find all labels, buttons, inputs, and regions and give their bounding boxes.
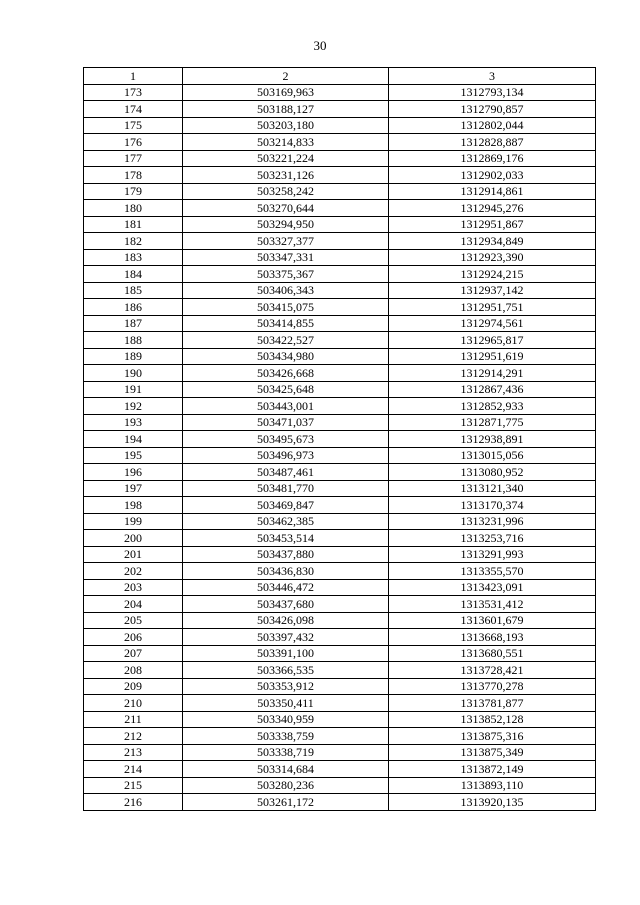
cell-point-number: 210 xyxy=(84,695,183,712)
cell-y-coordinate: 1313875,316 xyxy=(389,728,596,745)
cell-y-coordinate: 1312828,887 xyxy=(389,134,596,151)
cell-y-coordinate: 1313080,952 xyxy=(389,464,596,481)
cell-point-number: 207 xyxy=(84,645,183,662)
page-number: 30 xyxy=(313,38,327,53)
cell-point-number: 208 xyxy=(84,662,183,679)
cell-y-coordinate: 1313852,128 xyxy=(389,711,596,728)
cell-x-coordinate: 503203,180 xyxy=(183,117,389,134)
cell-y-coordinate: 1313231,996 xyxy=(389,513,596,530)
cell-x-coordinate: 503169,963 xyxy=(183,84,389,101)
column-header-point-number: 1 xyxy=(84,68,183,85)
cell-x-coordinate: 503437,880 xyxy=(183,546,389,563)
table-row xyxy=(84,134,596,151)
table-row xyxy=(84,678,596,695)
table-row xyxy=(84,711,596,728)
table-row xyxy=(84,183,596,200)
cell-y-coordinate: 1312902,033 xyxy=(389,167,596,184)
table-row xyxy=(84,84,596,101)
cell-y-coordinate: 1313668,193 xyxy=(389,629,596,646)
cell-x-coordinate: 503481,770 xyxy=(183,480,389,497)
table-row xyxy=(84,233,596,250)
cell-point-number: 173 xyxy=(84,84,183,101)
cell-x-coordinate: 503231,126 xyxy=(183,167,389,184)
cell-y-coordinate: 1313170,374 xyxy=(389,497,596,514)
cell-point-number: 194 xyxy=(84,431,183,448)
cell-x-coordinate: 503280,236 xyxy=(183,777,389,794)
table-row xyxy=(84,596,596,613)
cell-point-number: 186 xyxy=(84,299,183,316)
cell-y-coordinate: 1312951,867 xyxy=(389,216,596,233)
cell-x-coordinate: 503434,980 xyxy=(183,348,389,365)
cell-point-number: 215 xyxy=(84,777,183,794)
cell-point-number: 181 xyxy=(84,216,183,233)
cell-y-coordinate: 1312869,176 xyxy=(389,150,596,167)
cell-point-number: 196 xyxy=(84,464,183,481)
cell-x-coordinate: 503261,172 xyxy=(183,794,389,811)
cell-point-number: 178 xyxy=(84,167,183,184)
cell-point-number: 191 xyxy=(84,381,183,398)
cell-point-number: 213 xyxy=(84,744,183,761)
cell-y-coordinate: 1313531,412 xyxy=(389,596,596,613)
cell-x-coordinate: 503443,001 xyxy=(183,398,389,415)
cell-y-coordinate: 1313253,716 xyxy=(389,530,596,547)
cell-x-coordinate: 503338,759 xyxy=(183,728,389,745)
cell-y-coordinate: 1312938,891 xyxy=(389,431,596,448)
table-row xyxy=(84,332,596,349)
cell-point-number: 200 xyxy=(84,530,183,547)
table-row xyxy=(84,150,596,167)
cell-point-number: 206 xyxy=(84,629,183,646)
cell-y-coordinate: 1312965,817 xyxy=(389,332,596,349)
cell-y-coordinate: 1312923,390 xyxy=(389,249,596,266)
table-row xyxy=(84,497,596,514)
cell-y-coordinate: 1312914,861 xyxy=(389,183,596,200)
cell-point-number: 203 xyxy=(84,579,183,596)
cell-point-number: 174 xyxy=(84,101,183,118)
cell-point-number: 183 xyxy=(84,249,183,266)
cell-x-coordinate: 503496,973 xyxy=(183,447,389,464)
cell-y-coordinate: 1312802,044 xyxy=(389,117,596,134)
cell-x-coordinate: 503414,855 xyxy=(183,315,389,332)
table-row xyxy=(84,513,596,530)
cell-point-number: 182 xyxy=(84,233,183,250)
cell-y-coordinate: 1312937,142 xyxy=(389,282,596,299)
cell-point-number: 190 xyxy=(84,365,183,382)
cell-point-number: 175 xyxy=(84,117,183,134)
cell-point-number: 204 xyxy=(84,596,183,613)
cell-y-coordinate: 1313872,149 xyxy=(389,761,596,778)
table-row xyxy=(84,282,596,299)
cell-x-coordinate: 503314,684 xyxy=(183,761,389,778)
table-row xyxy=(84,662,596,679)
cell-point-number: 179 xyxy=(84,183,183,200)
cell-x-coordinate: 503353,912 xyxy=(183,678,389,695)
cell-x-coordinate: 503397,432 xyxy=(183,629,389,646)
table-row xyxy=(84,480,596,497)
table-row xyxy=(84,167,596,184)
cell-point-number: 209 xyxy=(84,678,183,695)
cell-y-coordinate: 1313121,340 xyxy=(389,480,596,497)
cell-x-coordinate: 503425,648 xyxy=(183,381,389,398)
cell-y-coordinate: 1313770,278 xyxy=(389,678,596,695)
cell-y-coordinate: 1313601,679 xyxy=(389,612,596,629)
cell-x-coordinate: 503406,343 xyxy=(183,282,389,299)
cell-x-coordinate: 503338,719 xyxy=(183,744,389,761)
table-row xyxy=(84,579,596,596)
table-row xyxy=(84,299,596,316)
cell-point-number: 201 xyxy=(84,546,183,563)
table-row xyxy=(84,761,596,778)
cell-x-coordinate: 503347,331 xyxy=(183,249,389,266)
cell-y-coordinate: 1312951,619 xyxy=(389,348,596,365)
cell-y-coordinate: 1312867,436 xyxy=(389,381,596,398)
cell-x-coordinate: 503415,075 xyxy=(183,299,389,316)
table-row xyxy=(84,695,596,712)
cell-x-coordinate: 503469,847 xyxy=(183,497,389,514)
cell-point-number: 198 xyxy=(84,497,183,514)
table-row xyxy=(84,365,596,382)
table-row xyxy=(84,266,596,283)
table-row xyxy=(84,464,596,481)
column-header-x-coordinate: 2 xyxy=(183,68,389,85)
cell-point-number: 205 xyxy=(84,612,183,629)
cell-y-coordinate: 1313355,570 xyxy=(389,563,596,580)
cell-point-number: 195 xyxy=(84,447,183,464)
cell-y-coordinate: 1313728,421 xyxy=(389,662,596,679)
table-row xyxy=(84,744,596,761)
cell-y-coordinate: 1313781,877 xyxy=(389,695,596,712)
cell-x-coordinate: 503294,950 xyxy=(183,216,389,233)
cell-point-number: 212 xyxy=(84,728,183,745)
table-row xyxy=(84,216,596,233)
cell-x-coordinate: 503426,098 xyxy=(183,612,389,629)
cell-point-number: 189 xyxy=(84,348,183,365)
table-row xyxy=(84,728,596,745)
cell-y-coordinate: 1312852,933 xyxy=(389,398,596,415)
cell-x-coordinate: 503391,100 xyxy=(183,645,389,662)
cell-y-coordinate: 1312924,215 xyxy=(389,266,596,283)
cell-point-number: 188 xyxy=(84,332,183,349)
cell-y-coordinate: 1313291,993 xyxy=(389,546,596,563)
cell-point-number: 199 xyxy=(84,513,183,530)
cell-point-number: 192 xyxy=(84,398,183,415)
cell-x-coordinate: 503327,377 xyxy=(183,233,389,250)
table-row xyxy=(84,381,596,398)
cell-x-coordinate: 503188,127 xyxy=(183,101,389,118)
cell-y-coordinate: 1312945,276 xyxy=(389,200,596,217)
cell-y-coordinate: 1312871,775 xyxy=(389,414,596,431)
cell-y-coordinate: 1313893,110 xyxy=(389,777,596,794)
cell-x-coordinate: 503426,668 xyxy=(183,365,389,382)
cell-x-coordinate: 503471,037 xyxy=(183,414,389,431)
table-row xyxy=(84,398,596,415)
table-row xyxy=(84,612,596,629)
table-row xyxy=(84,414,596,431)
cell-y-coordinate: 1312934,849 xyxy=(389,233,596,250)
cell-point-number: 211 xyxy=(84,711,183,728)
cell-y-coordinate: 1312790,857 xyxy=(389,101,596,118)
table-header xyxy=(84,68,596,85)
cell-x-coordinate: 503495,673 xyxy=(183,431,389,448)
table-row xyxy=(84,200,596,217)
cell-x-coordinate: 503436,830 xyxy=(183,563,389,580)
table-row xyxy=(84,447,596,464)
table-row xyxy=(84,645,596,662)
header-row xyxy=(84,68,596,85)
cell-x-coordinate: 503340,959 xyxy=(183,711,389,728)
cell-point-number: 187 xyxy=(84,315,183,332)
table-row xyxy=(84,530,596,547)
table-row xyxy=(84,794,596,811)
table-row xyxy=(84,249,596,266)
cell-y-coordinate: 1313015,056 xyxy=(389,447,596,464)
cell-y-coordinate: 1313920,135 xyxy=(389,794,596,811)
cell-y-coordinate: 1312951,751 xyxy=(389,299,596,316)
table-row xyxy=(84,563,596,580)
table-row xyxy=(84,546,596,563)
cell-x-coordinate: 503221,224 xyxy=(183,150,389,167)
cell-x-coordinate: 503446,472 xyxy=(183,579,389,596)
cell-x-coordinate: 503487,461 xyxy=(183,464,389,481)
cell-y-coordinate: 1313875,349 xyxy=(389,744,596,761)
table-row xyxy=(84,101,596,118)
table-row xyxy=(84,777,596,794)
table-body xyxy=(84,84,596,810)
cell-point-number: 180 xyxy=(84,200,183,217)
cell-point-number: 177 xyxy=(84,150,183,167)
cell-point-number: 193 xyxy=(84,414,183,431)
cell-y-coordinate: 1313423,091 xyxy=(389,579,596,596)
table-row xyxy=(84,431,596,448)
cell-x-coordinate: 503366,535 xyxy=(183,662,389,679)
table-row xyxy=(84,315,596,332)
cell-y-coordinate: 1312914,291 xyxy=(389,365,596,382)
cell-x-coordinate: 503462,385 xyxy=(183,513,389,530)
cell-point-number: 184 xyxy=(84,266,183,283)
table-row xyxy=(84,348,596,365)
cell-x-coordinate: 503453,514 xyxy=(183,530,389,547)
cell-x-coordinate: 503375,367 xyxy=(183,266,389,283)
cell-x-coordinate: 503350,411 xyxy=(183,695,389,712)
coordinates-table xyxy=(83,67,596,811)
cell-y-coordinate: 1313680,551 xyxy=(389,645,596,662)
cell-point-number: 176 xyxy=(84,134,183,151)
cell-x-coordinate: 503258,242 xyxy=(183,183,389,200)
table-row xyxy=(84,629,596,646)
table-row xyxy=(84,117,596,134)
cell-point-number: 216 xyxy=(84,794,183,811)
column-header-y-coordinate: 3 xyxy=(389,68,596,85)
cell-y-coordinate: 1312793,134 xyxy=(389,84,596,101)
cell-point-number: 185 xyxy=(84,282,183,299)
cell-point-number: 197 xyxy=(84,480,183,497)
cell-x-coordinate: 503437,680 xyxy=(183,596,389,613)
cell-point-number: 214 xyxy=(84,761,183,778)
cell-x-coordinate: 503214,833 xyxy=(183,134,389,151)
cell-x-coordinate: 503422,527 xyxy=(183,332,389,349)
cell-x-coordinate: 503270,644 xyxy=(183,200,389,217)
cell-y-coordinate: 1312974,561 xyxy=(389,315,596,332)
cell-point-number: 202 xyxy=(84,563,183,580)
